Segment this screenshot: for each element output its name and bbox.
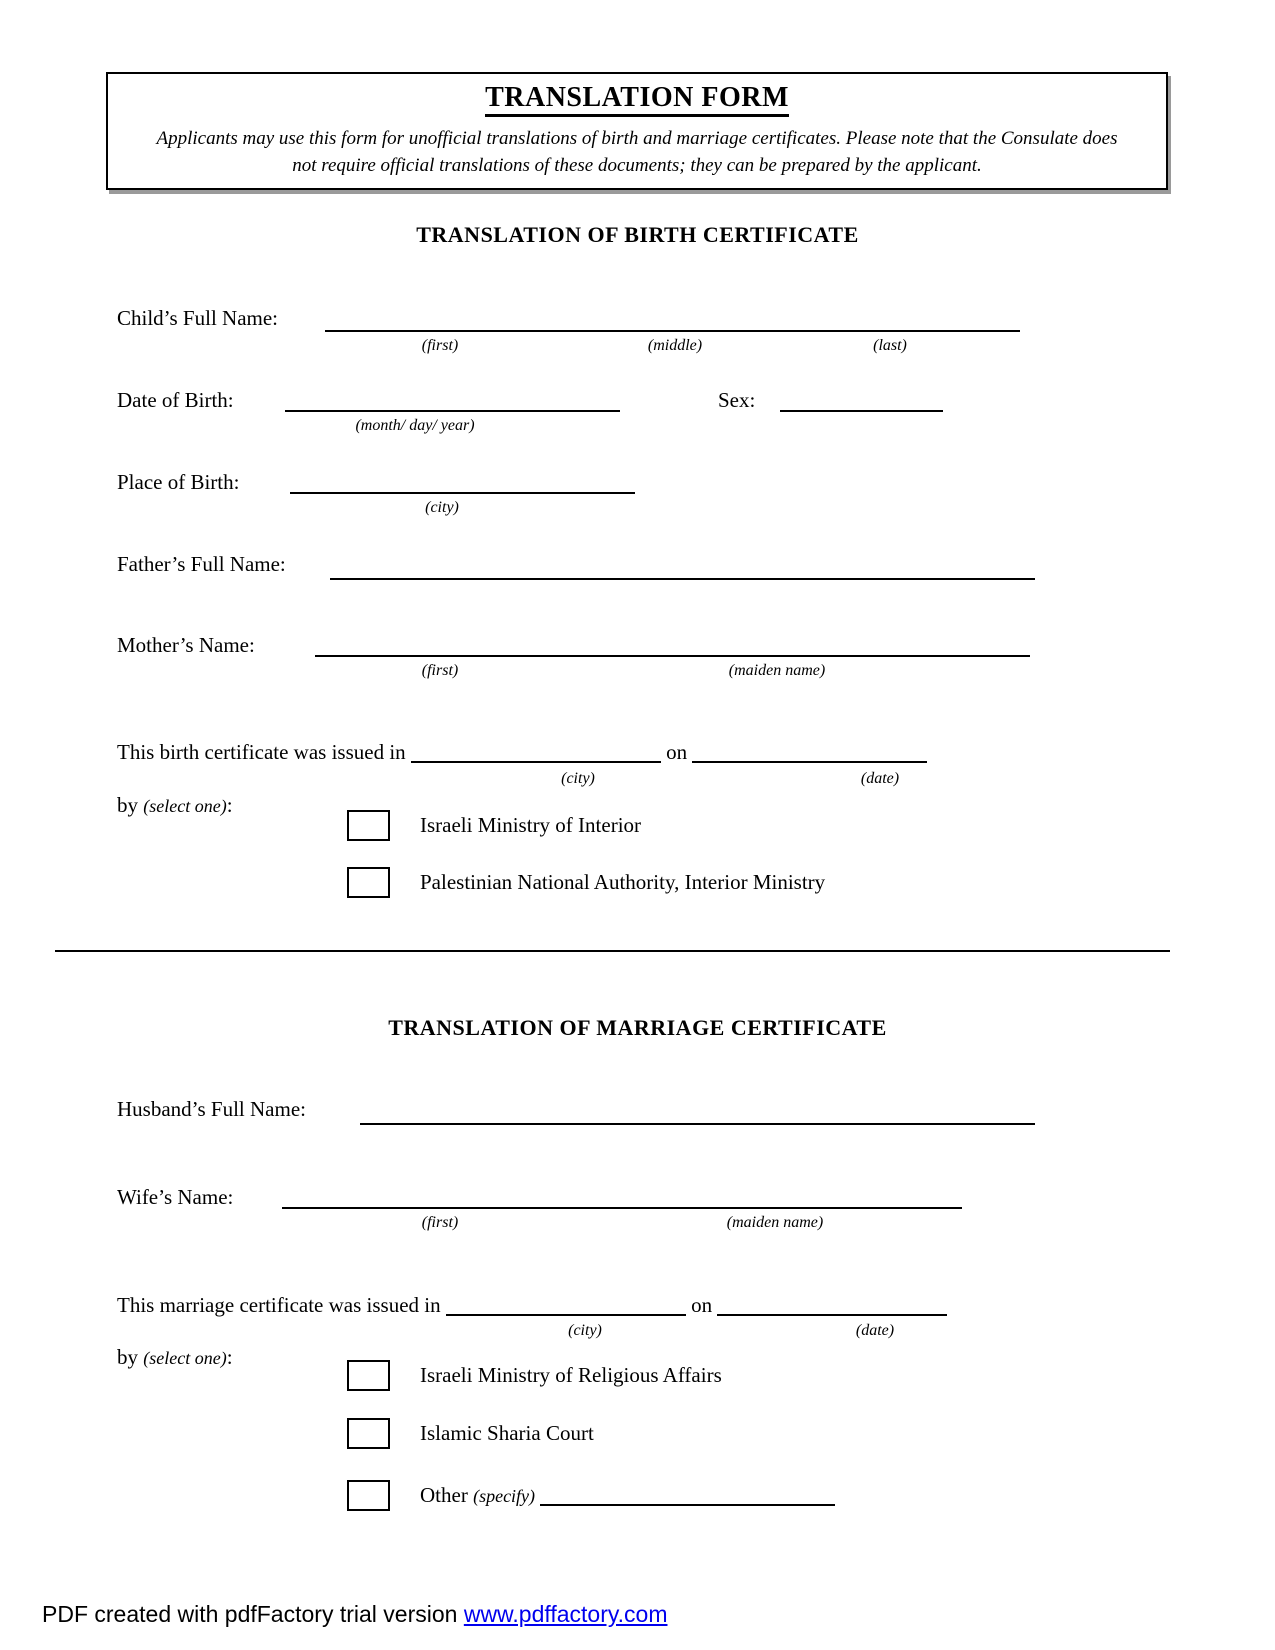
header-box [106, 72, 1168, 190]
by-word: by [117, 793, 138, 817]
child-name-label: Child’s Full Name: [117, 306, 279, 330]
marriage-by-select-label [117, 1345, 233, 1370]
mother-name-line[interactable] [315, 655, 1030, 657]
marriage-issued-sentence [117, 1293, 947, 1318]
wife-maiden-hint: (maiden name) [726, 1214, 824, 1231]
israeli-ministry-of-interior-checkbox[interactable] [347, 810, 390, 841]
father-name-line[interactable] [330, 578, 1035, 580]
header-note [108, 125, 1166, 179]
by-colon: : [226, 1345, 233, 1369]
birth-issued-city-blank[interactable] [411, 742, 661, 763]
mother-maiden-hint: (maiden name) [728, 662, 826, 679]
marriage-issued-on: on [691, 1293, 713, 1317]
child-first-hint: (first) [421, 337, 459, 354]
select-one-hint: (select one) [143, 1348, 227, 1368]
palestinian-national-authority-checkbox[interactable] [347, 867, 390, 898]
islamic-sharia-court-checkbox[interactable] [347, 1418, 390, 1449]
other-checkbox[interactable] [347, 1480, 390, 1511]
by-word: by [117, 1345, 138, 1369]
child-middle-hint: (middle) [647, 337, 703, 354]
marriage-option-row-sharia-court [347, 1418, 594, 1449]
birth-section-title: TRANSLATION OF BIRTH CERTIFICATE [416, 222, 859, 247]
pob-city-hint: (city) [425, 499, 459, 516]
palestinian-national-authority-label: Palestinian National Authority, Interior Ministry [420, 870, 826, 894]
sex-label: Sex: [718, 388, 756, 412]
birth-issued-prefix: This birth certificate was issued in [117, 740, 406, 764]
birth-issued-date-blank[interactable] [692, 742, 927, 763]
section-divider [55, 950, 1170, 952]
pob-label: Place of Birth: [117, 470, 240, 494]
wife-name-line[interactable] [282, 1207, 962, 1209]
mother-first-hint: (first) [421, 662, 459, 679]
birth-issued-sentence [117, 740, 927, 765]
by-colon: : [226, 793, 233, 817]
marriage-issued-city-hint: (city) [568, 1322, 602, 1339]
other-label [420, 1483, 835, 1508]
marriage-issued-prefix: This marriage certificate was issued in [117, 1293, 441, 1317]
other-word: Other [420, 1483, 468, 1507]
birth-issued-city-hint: (city) [561, 770, 595, 787]
israeli-ministry-of-interior-label: Israeli Ministry of Interior [420, 813, 642, 837]
pdf-footer-text: PDF created with pdfFactory trial version [42, 1601, 464, 1627]
wife-name-label: Wife’s Name: [117, 1185, 234, 1209]
dob-line[interactable] [285, 410, 620, 412]
israeli-ministry-of-religious-affairs-checkbox[interactable] [347, 1360, 390, 1391]
father-name-label: Father’s Full Name: [117, 552, 286, 576]
specify-hint: (specify) [473, 1486, 536, 1506]
husband-name-line[interactable] [360, 1123, 1035, 1125]
pdf-footer [42, 1601, 668, 1628]
birth-by-select-label [117, 793, 233, 818]
wife-first-hint: (first) [421, 1214, 459, 1231]
select-one-hint: (select one) [143, 796, 227, 816]
marriage-issued-city-blank[interactable] [446, 1295, 686, 1316]
birth-option-row-palestinian-authority [347, 867, 825, 898]
pob-line[interactable] [290, 492, 635, 494]
header-note-line1: Applicants may use this form for unofficial translations of birth and marriage certificates. Please note that the Consulate does [156, 128, 1118, 150]
pdffactory-link[interactable]: www.pdffactory.com [463, 1601, 668, 1627]
marriage-issued-date-hint: (date) [855, 1322, 895, 1339]
husband-name-label: Husband’s Full Name: [117, 1097, 306, 1121]
marriage-section-title: TRANSLATION OF MARRIAGE CERTIFICATE [388, 1015, 887, 1040]
form-title: TRANSLATION FORM [485, 82, 789, 117]
birth-issued-on: on [666, 740, 688, 764]
marriage-option-row-religious-affairs [347, 1360, 722, 1391]
sex-line[interactable] [780, 410, 943, 412]
mother-name-label: Mother’s Name: [117, 633, 255, 657]
marriage-issued-date-blank[interactable] [717, 1295, 947, 1316]
other-specify-blank[interactable] [540, 1485, 835, 1506]
birth-issued-date-hint: (date) [860, 770, 900, 787]
islamic-sharia-court-label: Islamic Sharia Court [420, 1421, 594, 1445]
dob-label: Date of Birth: [117, 388, 234, 412]
header-note-line2: not require official translations of these documents; they can be prepared by the applicant. [292, 155, 982, 177]
child-name-line[interactable] [325, 330, 1020, 332]
child-last-hint: (last) [873, 337, 907, 354]
dob-format-hint: (month/ day/ year) [355, 417, 475, 434]
israeli-ministry-of-religious-affairs-label: Israeli Ministry of Religious Affairs [420, 1363, 722, 1387]
marriage-option-row-other [347, 1480, 835, 1511]
birth-option-row-interior-ministry [347, 810, 641, 841]
